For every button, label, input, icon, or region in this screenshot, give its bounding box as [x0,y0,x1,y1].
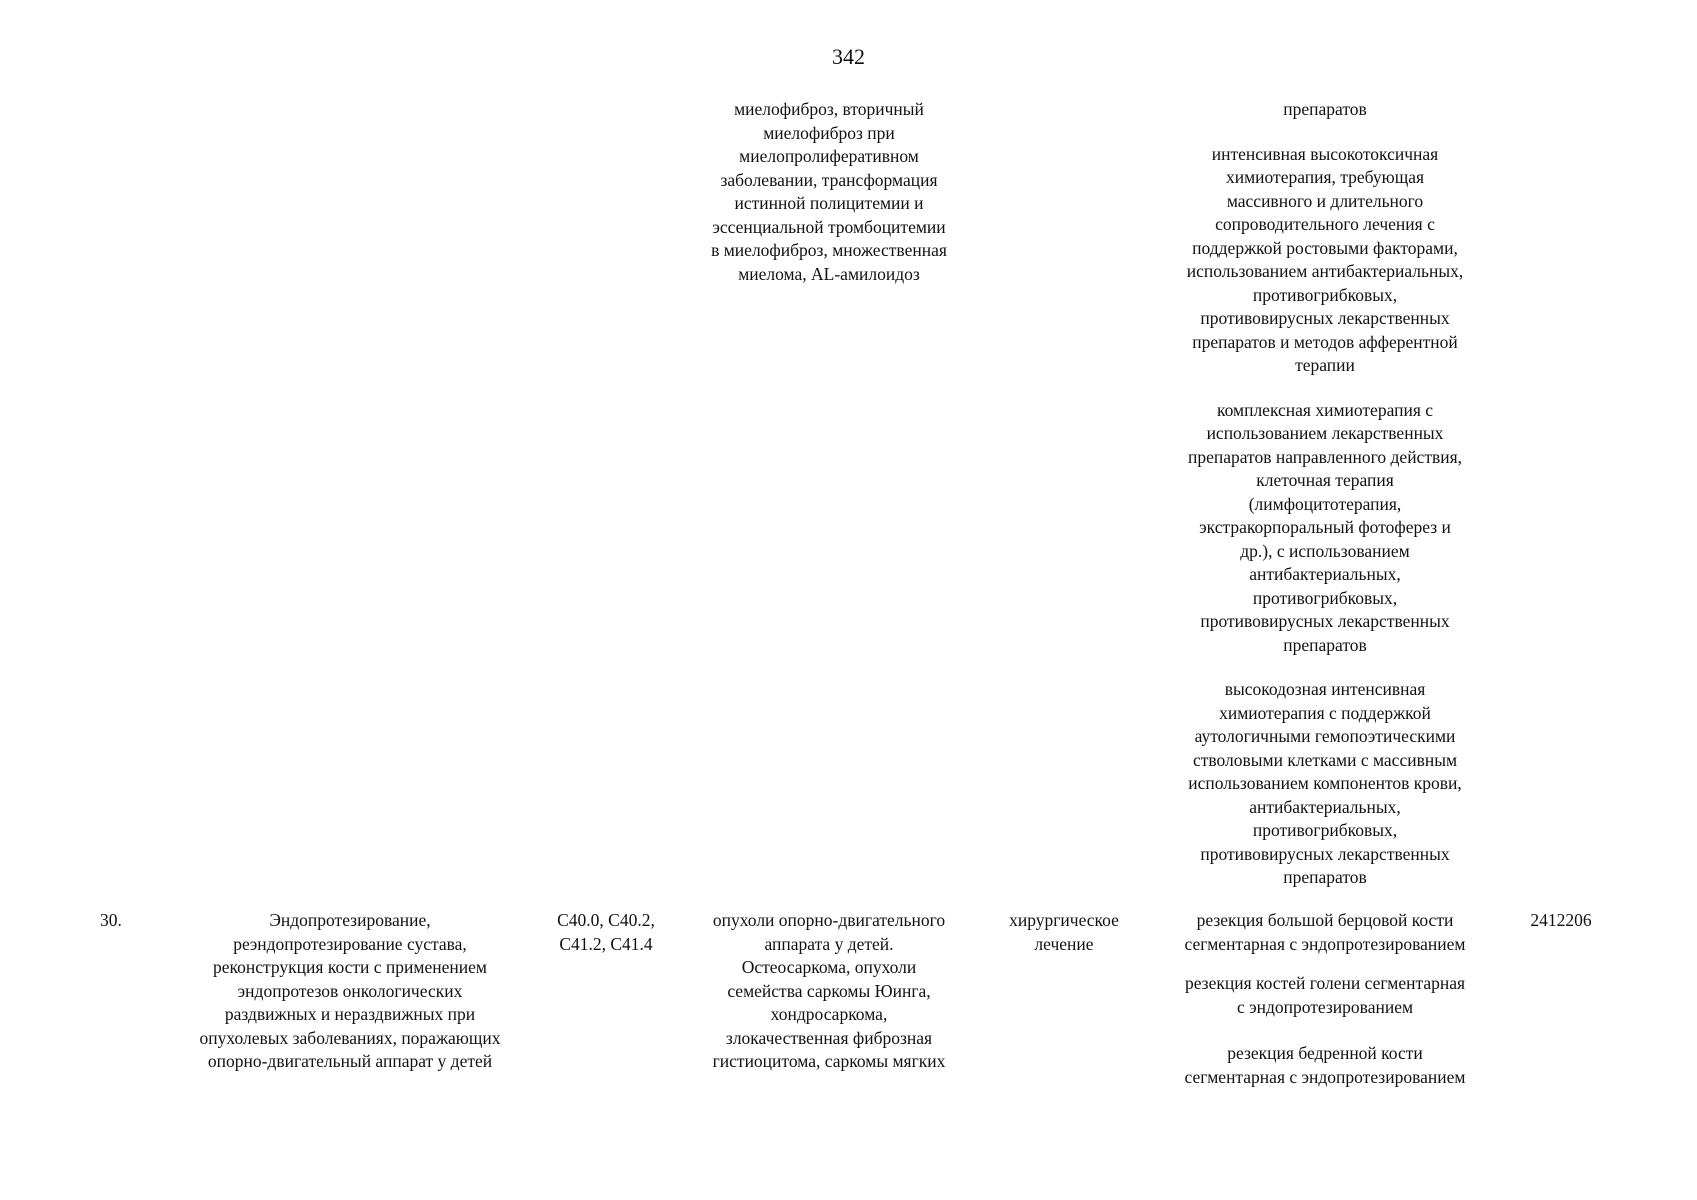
continuation-diagnosis-text: миелофиброз, вторичный миелофиброз при миелопролиферативном заболевании, трансформация истинной полицитемии и эссенциальной тромбоцитемии в миелофиброз, множественная миелома, AL-амилоидоз [711,99,947,284]
continuation-method-2: комплексная химиотерапия с использованием лекарственных препаратов направленного действия, клеточная терапия (лимфоцитотерапия, экстракорпоральный фотоферез и др.), с использованием антибактериальных, противогрибковых, противовирусных лекарственных препаратов [1187,399,1463,655]
continuation-method-0: препаратов [1283,99,1367,119]
continuation-diagnosis-cell [684,98,974,286]
row-30-method-1: резекция костей голени сегментарная с эндопротезированием [1184,973,1466,1017]
continuation-method-3: высокодозная интенсивная химиотерапия с поддержкой аутологичными гемопоэтическими стволовыми клетками с массивным использованием компонентов крови, антибактериальных, противогрибковых, противовирусных лекарственных препаратов [1188,679,1462,887]
row-30-codes-cell [536,909,676,956]
row-30-treatment-type-cell [984,909,1144,956]
row-30-name-cell [160,909,540,1074]
row-30-cost: 2412206 [1530,910,1592,930]
row-30-treatment-type: хирургическое лечение [1009,910,1119,954]
row-30-diagnosis: опухоли опорно-двигательного аппарата у детей. Остеосаркома, опухоли семейства саркомы Юинга, хондросаркома, злокачественная фиброзная гистиоцитома, саркомы мягких [712,910,946,1071]
row-30-method-2: резекция бедренной кости сегментарная с эндопротезированием [1184,1043,1466,1087]
continuation-method-1: интенсивная высокотоксичная химиотерапия, требующая массивного и длительного сопроводительного лечения с поддержкой ростовыми факторами, использованием антибактериальных, противогрибковых, противовирусных лекарственных препаратов и методов афферентной терапии [1186,143,1464,375]
continuation-methods-cell [1150,98,1500,890]
page-number: 342 [832,44,865,69]
row-30-codes: C40.0, C40.2, C41.2, C41.4 [557,910,655,954]
row-30-method-0: резекция большой берцовой кости сегментарная с эндопротезированием [1184,910,1466,954]
row-30-number: 30. [100,910,122,930]
row-30-name: Эндопротезирование, реэндопротезирование сустава, реконструкция кости с применением эндопротезов онкологических раздвижных и нераздвижных при опухолевых заболеваниях, поражающих опорно-двигательный аппарат у детей [199,910,501,1071]
row-30-methods-cell [1150,909,1500,1089]
row-30-diagnosis-cell [684,909,974,1074]
